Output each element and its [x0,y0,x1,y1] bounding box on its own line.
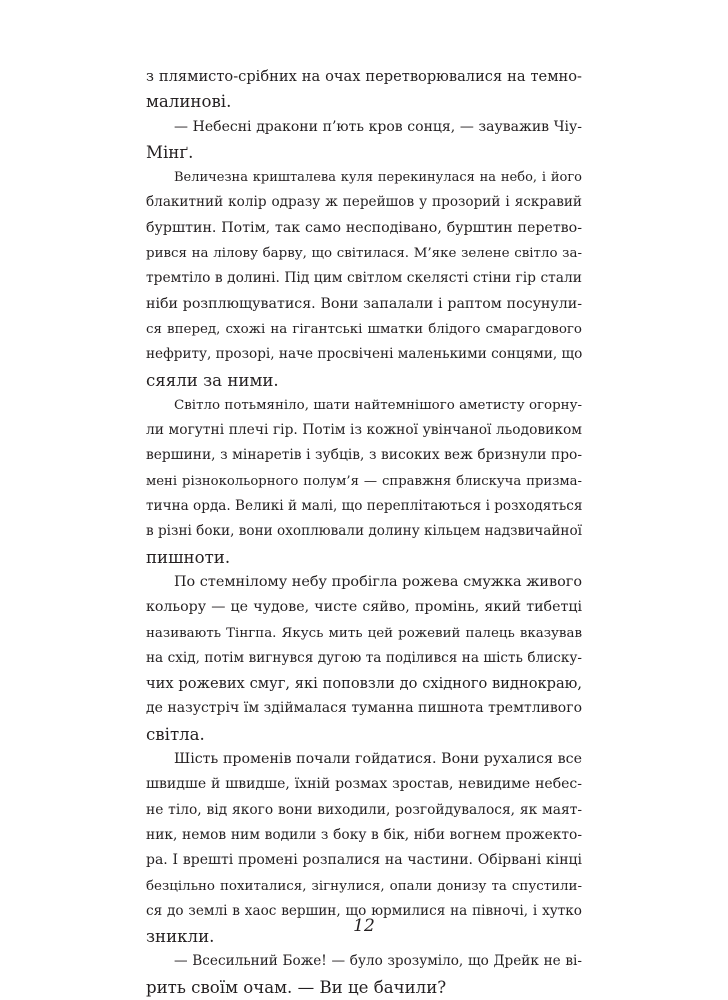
text-line: світла. [146,724,205,744]
text-line: Шість променів почали гойдатися. Вони рухалися все [174,751,582,768]
text-line: називають Тінгпа. Якусь мить цей рожевий палець вказував [146,625,582,641]
text-line: ник, немов ним водили з боку в бік, ніби вогнем прожекто- [146,826,582,843]
text-line: з плямисто-срібних на очах перетворювалися на темно- [146,68,582,85]
text-line: чих рожевих смуг, які поповзли до східного виднокраю, [146,675,582,693]
text-line: швидше й швидше, їхній розмах зростав, невидиме небес- [146,776,582,793]
text-line: тремтіло в долині. Під цим світлом скелясті стіни гір стали [146,270,582,287]
text-line: безцільно похиталися, зігнулися, опали донизу та спустили- [146,878,582,894]
text-line: малинові. [146,92,232,112]
text-line: на схід, потім вигнувся дугою та поділився на шість блиску- [146,649,582,666]
text-line: бурштин. Потім, так само несподівано, бурштин перетво- [146,219,582,236]
text-line: ся вперед, схожі на гігантські шматки блідого смарагдового [146,321,582,337]
text-line: По стемнілому небу пробігла рожева смужка живого [174,573,582,590]
text-line: кольору — це чудове, чисте сяйво, промінь, який тибетці [146,599,582,616]
text-line: мені різнокольорного полум’я — справжня блискуча призма- [146,473,582,489]
text-line: Світло потьмяніло, шати найтемнішого аметисту огорну- [174,397,582,413]
text-line: тична орда. Великі й малі, що переплітаються і розходяться [146,498,582,515]
text-line: рився на лілову барву, що світилася. М’яке зелене світло за- [146,246,582,262]
body-text [146,64,582,1000]
text-line: рить своїм очам. — Ви це бачили? [146,977,447,997]
text-line: ся до землі в хаос вершин, що юрмилися на півночі, і хутко [146,902,582,919]
text-line: — Небесні дракони п’ють кров сонця, — зауважив Чіу- [174,118,582,135]
text-line: ли могутні плечі гір. Потім із кожної увінчаної льодовиком [146,422,582,439]
text-line: не тіло, від якого вони виходили, розгойдувалося, як маят- [146,801,582,818]
page-number: 12 [353,916,375,936]
text-line: ра. І врешті промені розпалися на частини. Обірвані кінці [146,852,582,869]
text-line: де назустріч їм здіймалася туманна пишнота тремтливого [146,700,582,717]
text-line: сяяли за ними. [146,370,279,390]
text-line: зникли. [146,927,215,947]
text-line: — Всесильний Боже! — було зрозуміло, що Дрейк не ві- [174,953,582,970]
text-line: нефриту, прозорі, наче просвічені маленькими сонцями, що [146,346,582,363]
text-line: вершини, з мінаретів і зубців, з високих веж бризнули про- [146,447,582,464]
text-line: Мінґ. [146,142,194,162]
text-line: пишноти. [146,547,231,567]
text-line: блакитний колір одразу ж перейшов у прозорий і яскравий [146,194,582,211]
text-line: в різні боки, вони охоплювали долину кільцем надзвичайної [146,523,582,540]
text-line: ніби розплющуватися. Вони запалали і раптом посунули- [146,295,582,312]
text-line: Величезна кришталева куля перекинулася на небо, і його [174,170,582,186]
